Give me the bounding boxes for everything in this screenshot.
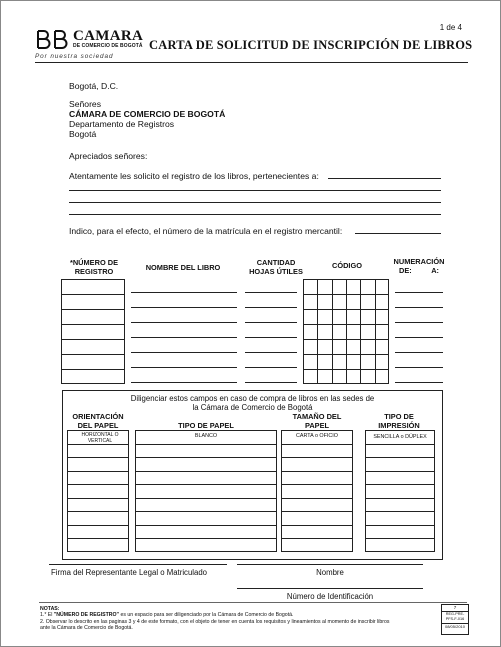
- col-orientacion: [65, 412, 131, 430]
- header-divider: [35, 62, 468, 63]
- tamano-cell[interactable]: [281, 457, 353, 458]
- orientacion-cell[interactable]: [67, 538, 129, 539]
- tipo-papel-column: [135, 430, 277, 552]
- note-1-bold: "NÚMERO DE REGISTRO": [53, 612, 119, 619]
- opt-impresion: SENCILLA o DÚPLEX: [373, 434, 427, 440]
- letter-recipient: CÁMARA DE COMERCIO DE BOGOTÁ: [69, 109, 226, 119]
- nombre-libro-line[interactable]: [131, 382, 237, 383]
- tamano-cell[interactable]: [281, 498, 353, 499]
- tipo-papel-cell[interactable]: [135, 457, 277, 458]
- impresion-cell[interactable]: [365, 444, 435, 445]
- notes-divider: [39, 602, 467, 603]
- numeracion-line[interactable]: [395, 367, 443, 368]
- col-numeracion-label: NUMERACIÓN: [393, 257, 445, 266]
- note-1-prefix: 1.* El: [40, 612, 54, 619]
- col-impresion-line1: TIPO DE: [384, 412, 414, 421]
- tipo-papel-cell[interactable]: [135, 444, 277, 445]
- tamano-cell[interactable]: [281, 471, 353, 472]
- col-impresion: [363, 412, 435, 430]
- codigo-cell[interactable]: [303, 324, 389, 325]
- logo-tagline: Por nuestra sociedad: [35, 53, 114, 60]
- letter-recipient-city: Bogotá: [69, 129, 97, 139]
- impresion-cell[interactable]: [365, 471, 435, 472]
- codigo-cell[interactable]: [303, 354, 389, 355]
- tamano-column: [281, 430, 353, 552]
- form-date: 08/05/2010: [444, 623, 466, 629]
- numeracion-line[interactable]: [395, 382, 443, 383]
- owner-field-line-2[interactable]: [69, 190, 441, 191]
- tipo-papel-cell[interactable]: [135, 525, 277, 526]
- orientacion-cell[interactable]: [67, 484, 129, 485]
- nombre-line[interactable]: [237, 564, 423, 565]
- tamano-cell[interactable]: [281, 444, 353, 445]
- opt-tipo-papel: BLANCO: [194, 433, 218, 439]
- cantidad-line[interactable]: [245, 367, 297, 368]
- impresion-cell[interactable]: [365, 484, 435, 485]
- col-orientacion-line1: ORIENTACIÓN: [72, 412, 124, 421]
- col-numeracion: [389, 257, 449, 275]
- page-number: 1 de 4: [439, 23, 462, 32]
- impresion-cell[interactable]: [365, 498, 435, 499]
- matricula-text: Indico, para el efecto, el número de la matrícula en el registro mercantil:: [69, 226, 343, 236]
- orientacion-cell[interactable]: [67, 498, 129, 499]
- nombre-libro-line[interactable]: [131, 292, 237, 293]
- col-nombre-libro: NOMBRE DEL LIBRO: [145, 263, 221, 272]
- notes-block: [40, 606, 435, 632]
- col-tamano-line2: PAPEL: [304, 421, 330, 430]
- col-tamano: [279, 412, 355, 430]
- purchase-intro-line2: la Cámara de Comercio de Bogotá: [192, 403, 313, 412]
- cantidad-line[interactable]: [245, 307, 297, 308]
- numero-registro-cell[interactable]: [61, 354, 125, 355]
- tipo-papel-cell[interactable]: [135, 471, 277, 472]
- impresion-cell[interactable]: [365, 457, 435, 458]
- opt-orientacion-line2: VERTICAL: [87, 438, 113, 444]
- codigo-cell[interactable]: [303, 369, 389, 370]
- logo-name: CAMARA: [73, 28, 144, 44]
- form-version: 7: [442, 605, 468, 612]
- col-cantidad: [241, 258, 311, 276]
- col-orientacion-line2: DEL PAPEL: [77, 421, 119, 430]
- ccb-logo-icon: [35, 29, 71, 49]
- col-de-label: DE:: [399, 266, 412, 275]
- letter-department: Departamento de Registros: [69, 119, 175, 129]
- impresion-cell[interactable]: [365, 538, 435, 539]
- nombre-libro-line[interactable]: [131, 307, 237, 308]
- purchase-intro-line1: Diligenciar estos campos en caso de compra de libros en las sedes de: [130, 394, 375, 403]
- numeracion-line[interactable]: [395, 322, 443, 323]
- impresion-cell[interactable]: [365, 525, 435, 526]
- nombre-libro-line[interactable]: [131, 337, 237, 338]
- nombre-label: Nombre: [316, 568, 344, 577]
- nombre-libro-line[interactable]: [131, 352, 237, 353]
- col-cantidad-line2: HOJAS ÚTILES: [249, 267, 303, 276]
- cantidad-line[interactable]: [245, 382, 297, 383]
- firma-label: Firma del Representante Legal o Matriculado: [51, 568, 208, 577]
- identificacion-label: Número de Identificación: [286, 592, 374, 601]
- form-code-box: [441, 604, 469, 635]
- numero-registro-cell[interactable]: [61, 339, 125, 340]
- identificacion-line[interactable]: [237, 588, 423, 589]
- nombre-libro-line[interactable]: [131, 367, 237, 368]
- note-2-line2: ante la Cámara de Comercio de Bogotá.: [40, 625, 133, 632]
- cantidad-line[interactable]: [245, 292, 297, 293]
- col-tamano-line1: TAMAÑO DEL: [292, 412, 342, 421]
- col-numero-line1: *NÚMERO DE: [69, 258, 119, 267]
- cantidad-line[interactable]: [245, 337, 297, 338]
- tipo-papel-cell[interactable]: [135, 484, 277, 485]
- notes-title: NOTAS:: [40, 606, 60, 612]
- col-tipo-papel: TIPO DE PAPEL: [178, 421, 234, 430]
- tamano-cell[interactable]: [281, 525, 353, 526]
- numeracion-line[interactable]: [395, 352, 443, 353]
- impresion-cell[interactable]: [365, 511, 435, 512]
- numero-registro-cell[interactable]: [61, 309, 125, 310]
- owner-field-line-1[interactable]: [328, 178, 441, 179]
- matricula-field-line[interactable]: [355, 233, 441, 234]
- col-a-label: A:: [431, 266, 439, 275]
- note-1-suffix: es un espacio para ser diligenciado por la Cámara de Comercio de Bogotá.: [119, 612, 294, 619]
- note-2-line1: 2. Observar lo descrito en las paginas 3 y 4 de este formato, con el objeto de tener en cuenta los requisitos y lineamientos al momento de inscribir libros: [40, 618, 390, 625]
- col-impresion-line2: IMPRESIÓN: [378, 421, 420, 430]
- cantidad-line[interactable]: [245, 322, 297, 323]
- orientacion-column: [67, 430, 129, 552]
- firma-line[interactable]: [49, 564, 227, 565]
- col-numero-line2: REGISTRO: [74, 267, 114, 276]
- letter-city: Bogotá, D.C.: [69, 81, 119, 91]
- orientacion-cell[interactable]: [67, 511, 129, 512]
- orientacion-cell[interactable]: [67, 471, 129, 472]
- col-cantidad-line1: CANTIDAD: [256, 258, 296, 267]
- orientacion-cell[interactable]: [67, 444, 129, 445]
- col-numero-registro: [59, 258, 129, 276]
- codigo-cell[interactable]: [303, 309, 389, 310]
- codigo-cell[interactable]: [303, 294, 389, 295]
- col-codigo: CÓDIGO: [332, 261, 362, 270]
- tipo-papel-cell[interactable]: [135, 498, 277, 499]
- owner-field-line-3[interactable]: [69, 202, 441, 203]
- codigo-cell[interactable]: [303, 339, 389, 340]
- owner-field-line-4[interactable]: [69, 214, 441, 215]
- tamano-cell[interactable]: [281, 538, 353, 539]
- form-code: REG-PRE-PFS-F-016: [442, 612, 468, 624]
- tamano-cell[interactable]: [281, 484, 353, 485]
- request-text: Atentamente les solicito el registro de los libros, pertenecientes a:: [69, 171, 319, 181]
- numeracion-line[interactable]: [395, 292, 443, 293]
- letter-greeting: Apreciados señores:: [69, 151, 148, 161]
- numero-registro-cell[interactable]: [61, 369, 125, 370]
- orientacion-cell[interactable]: [67, 525, 129, 526]
- tamano-cell[interactable]: [281, 511, 353, 512]
- letter-salutation: Señores: [69, 99, 102, 109]
- nombre-libro-line[interactable]: [131, 322, 237, 323]
- impresion-column: [365, 430, 435, 552]
- opt-tamano: CARTA o OFICIO: [295, 433, 339, 439]
- opt-orientacion-line1: HORIZONTAL O: [81, 432, 119, 438]
- tipo-papel-cell[interactable]: [135, 538, 277, 539]
- tipo-papel-cell[interactable]: [135, 511, 277, 512]
- document-title: CARTA DE SOLICITUD DE INSCRIPCIÓN DE LIBROS: [149, 38, 473, 52]
- orientacion-cell[interactable]: [67, 457, 129, 458]
- numero-registro-cell[interactable]: [61, 324, 125, 325]
- numeracion-line[interactable]: [395, 307, 443, 308]
- numero-registro-cell[interactable]: [61, 294, 125, 295]
- numeracion-line[interactable]: [395, 337, 443, 338]
- logo-subtitle: DE COMERCIO DE BOGOTÁ: [73, 43, 143, 49]
- cantidad-line[interactable]: [245, 352, 297, 353]
